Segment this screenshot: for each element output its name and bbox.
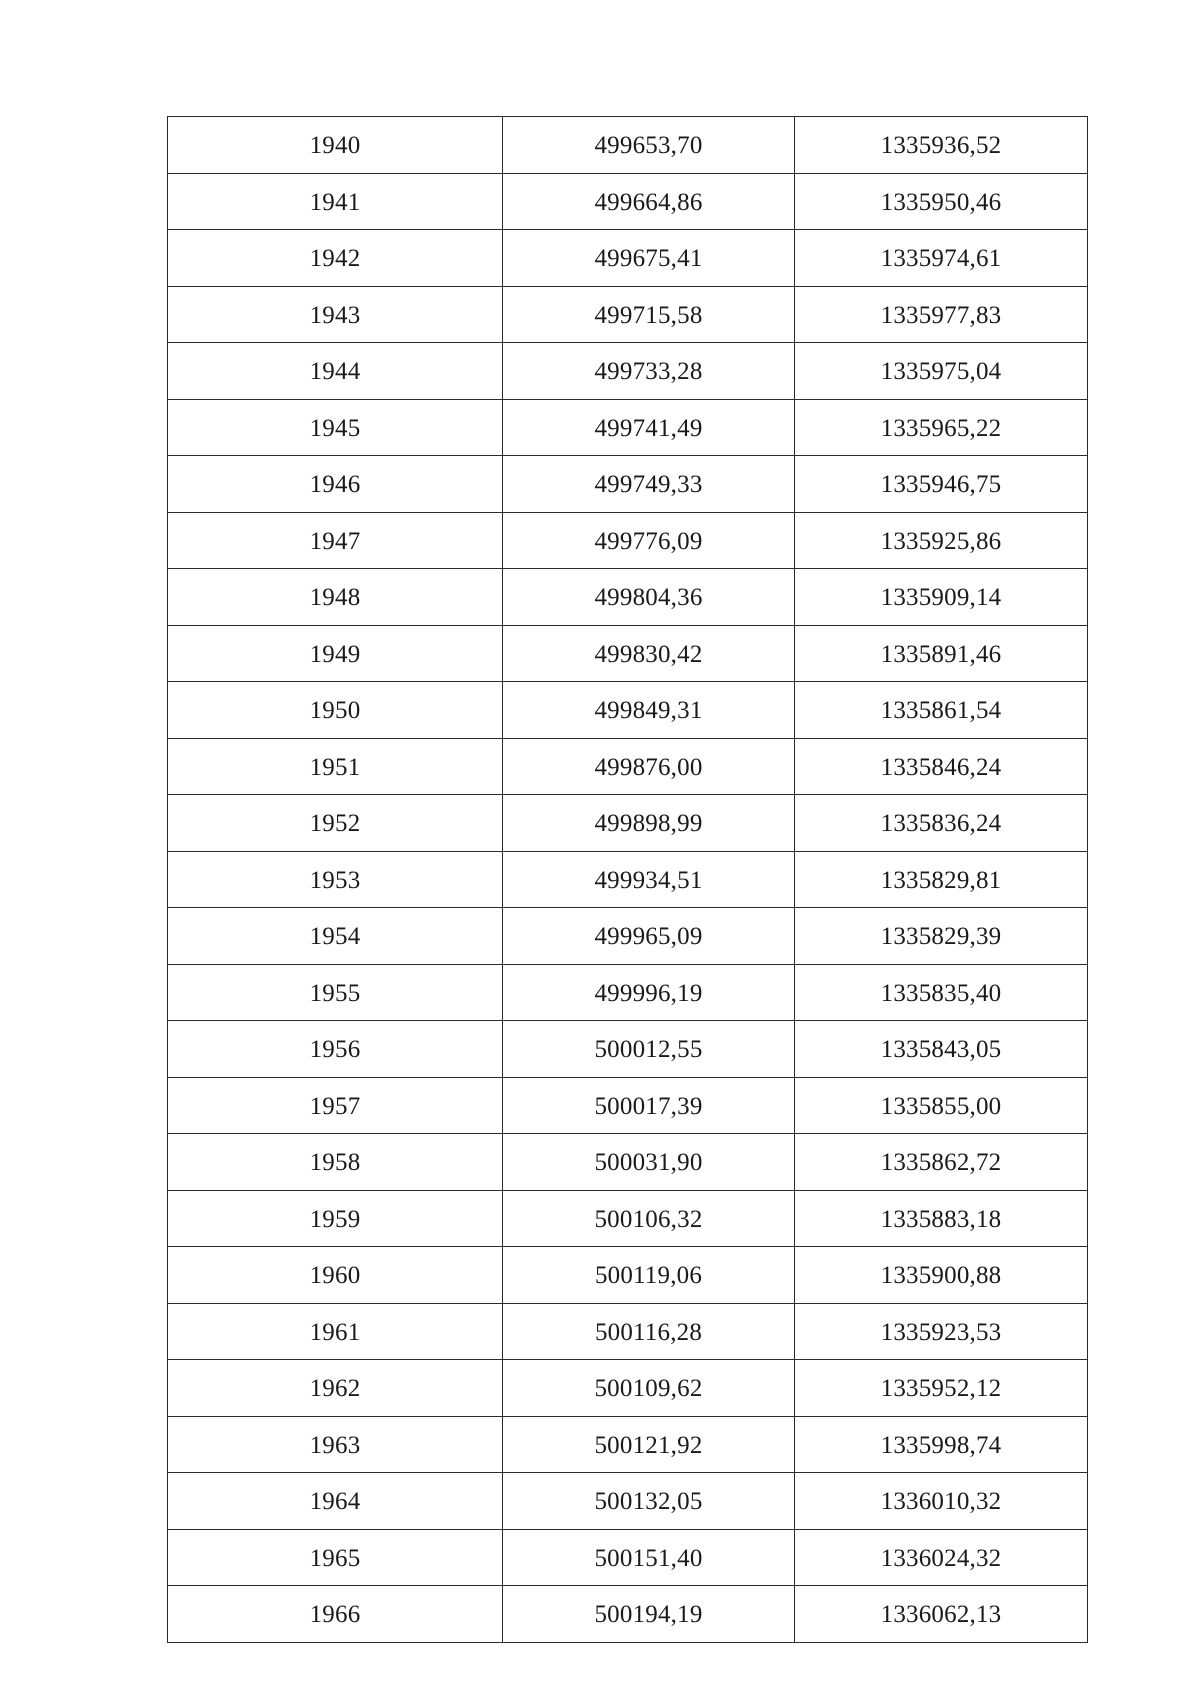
point-number-cell: 1945 <box>168 399 503 456</box>
table-row <box>168 964 1088 1021</box>
table-row <box>168 738 1088 795</box>
table-row <box>168 908 1088 965</box>
point-number-cell: 1955 <box>168 964 503 1021</box>
table-row <box>168 1360 1088 1417</box>
point-number-cell: 1957 <box>168 1077 503 1134</box>
point-number-cell: 1952 <box>168 795 503 852</box>
table-row <box>168 1077 1088 1134</box>
point-number-cell: 1940 <box>168 117 503 174</box>
point-number-cell: 1949 <box>168 625 503 682</box>
table-row <box>168 1473 1088 1530</box>
y-coordinate-cell: 1335925,86 <box>795 512 1088 569</box>
x-coordinate-cell: 500017,39 <box>503 1077 795 1134</box>
y-coordinate-cell: 1335835,40 <box>795 964 1088 1021</box>
y-coordinate-cell: 1335950,46 <box>795 173 1088 230</box>
table-row <box>168 1134 1088 1191</box>
x-coordinate-cell: 499776,09 <box>503 512 795 569</box>
point-number-cell: 1961 <box>168 1303 503 1360</box>
table-row <box>168 851 1088 908</box>
table-row <box>168 1416 1088 1473</box>
point-number-cell: 1963 <box>168 1416 503 1473</box>
table-row <box>168 1529 1088 1586</box>
table-row <box>168 1021 1088 1078</box>
y-coordinate-cell: 1335829,81 <box>795 851 1088 908</box>
x-coordinate-cell: 500031,90 <box>503 1134 795 1191</box>
y-coordinate-cell: 1335846,24 <box>795 738 1088 795</box>
y-coordinate-cell: 1336062,13 <box>795 1586 1088 1643</box>
table-row <box>168 399 1088 456</box>
point-number-cell: 1943 <box>168 286 503 343</box>
x-coordinate-cell: 499749,33 <box>503 456 795 513</box>
x-coordinate-cell: 500109,62 <box>503 1360 795 1417</box>
coordinates-table-body <box>168 117 1088 1643</box>
y-coordinate-cell: 1335855,00 <box>795 1077 1088 1134</box>
y-coordinate-cell: 1336010,32 <box>795 1473 1088 1530</box>
table-row <box>168 286 1088 343</box>
y-coordinate-cell: 1335909,14 <box>795 569 1088 626</box>
y-coordinate-cell: 1335974,61 <box>795 230 1088 287</box>
y-coordinate-cell: 1336024,32 <box>795 1529 1088 1586</box>
y-coordinate-cell: 1335883,18 <box>795 1190 1088 1247</box>
y-coordinate-cell: 1335900,88 <box>795 1247 1088 1304</box>
table-row <box>168 230 1088 287</box>
table-row <box>168 795 1088 852</box>
y-coordinate-cell: 1335977,83 <box>795 286 1088 343</box>
y-coordinate-cell: 1335836,24 <box>795 795 1088 852</box>
x-coordinate-cell: 499996,19 <box>503 964 795 1021</box>
point-number-cell: 1941 <box>168 173 503 230</box>
table-row <box>168 512 1088 569</box>
point-number-cell: 1959 <box>168 1190 503 1247</box>
point-number-cell: 1964 <box>168 1473 503 1530</box>
y-coordinate-cell: 1335862,72 <box>795 1134 1088 1191</box>
x-coordinate-cell: 500194,19 <box>503 1586 795 1643</box>
point-number-cell: 1956 <box>168 1021 503 1078</box>
x-coordinate-cell: 500116,28 <box>503 1303 795 1360</box>
point-number-cell: 1947 <box>168 512 503 569</box>
point-number-cell: 1954 <box>168 908 503 965</box>
y-coordinate-cell: 1335923,53 <box>795 1303 1088 1360</box>
x-coordinate-cell: 499664,86 <box>503 173 795 230</box>
x-coordinate-cell: 500132,05 <box>503 1473 795 1530</box>
y-coordinate-cell: 1335861,54 <box>795 682 1088 739</box>
table-row <box>168 1190 1088 1247</box>
x-coordinate-cell: 499804,36 <box>503 569 795 626</box>
y-coordinate-cell: 1335843,05 <box>795 1021 1088 1078</box>
point-number-cell: 1953 <box>168 851 503 908</box>
x-coordinate-cell: 499830,42 <box>503 625 795 682</box>
point-number-cell: 1944 <box>168 343 503 400</box>
point-number-cell: 1958 <box>168 1134 503 1191</box>
table-row <box>168 456 1088 513</box>
point-number-cell: 1946 <box>168 456 503 513</box>
y-coordinate-cell: 1335952,12 <box>795 1360 1088 1417</box>
y-coordinate-cell: 1335975,04 <box>795 343 1088 400</box>
table-row <box>168 1303 1088 1360</box>
x-coordinate-cell: 499675,41 <box>503 230 795 287</box>
x-coordinate-cell: 500119,06 <box>503 1247 795 1304</box>
x-coordinate-cell: 500151,40 <box>503 1529 795 1586</box>
y-coordinate-cell: 1335829,39 <box>795 908 1088 965</box>
x-coordinate-cell: 500121,92 <box>503 1416 795 1473</box>
point-number-cell: 1960 <box>168 1247 503 1304</box>
table-row <box>168 569 1088 626</box>
table-row <box>168 117 1088 174</box>
y-coordinate-cell: 1335965,22 <box>795 399 1088 456</box>
x-coordinate-cell: 500012,55 <box>503 1021 795 1078</box>
point-number-cell: 1942 <box>168 230 503 287</box>
x-coordinate-cell: 499876,00 <box>503 738 795 795</box>
x-coordinate-cell: 499653,70 <box>503 117 795 174</box>
point-number-cell: 1966 <box>168 1586 503 1643</box>
x-coordinate-cell: 499849,31 <box>503 682 795 739</box>
point-number-cell: 1965 <box>168 1529 503 1586</box>
table-row <box>168 625 1088 682</box>
point-number-cell: 1962 <box>168 1360 503 1417</box>
x-coordinate-cell: 499733,28 <box>503 343 795 400</box>
table-row <box>168 682 1088 739</box>
x-coordinate-cell: 499741,49 <box>503 399 795 456</box>
table-row <box>168 1586 1088 1643</box>
x-coordinate-cell: 499965,09 <box>503 908 795 965</box>
point-number-cell: 1948 <box>168 569 503 626</box>
y-coordinate-cell: 1335891,46 <box>795 625 1088 682</box>
y-coordinate-cell: 1335998,74 <box>795 1416 1088 1473</box>
x-coordinate-cell: 500106,32 <box>503 1190 795 1247</box>
x-coordinate-cell: 499898,99 <box>503 795 795 852</box>
x-coordinate-cell: 499715,58 <box>503 286 795 343</box>
y-coordinate-cell: 1335946,75 <box>795 456 1088 513</box>
coordinates-table <box>167 116 1088 1643</box>
table-row <box>168 173 1088 230</box>
point-number-cell: 1951 <box>168 738 503 795</box>
point-number-cell: 1950 <box>168 682 503 739</box>
y-coordinate-cell: 1335936,52 <box>795 117 1088 174</box>
table-row <box>168 1247 1088 1304</box>
x-coordinate-cell: 499934,51 <box>503 851 795 908</box>
table-row <box>168 343 1088 400</box>
